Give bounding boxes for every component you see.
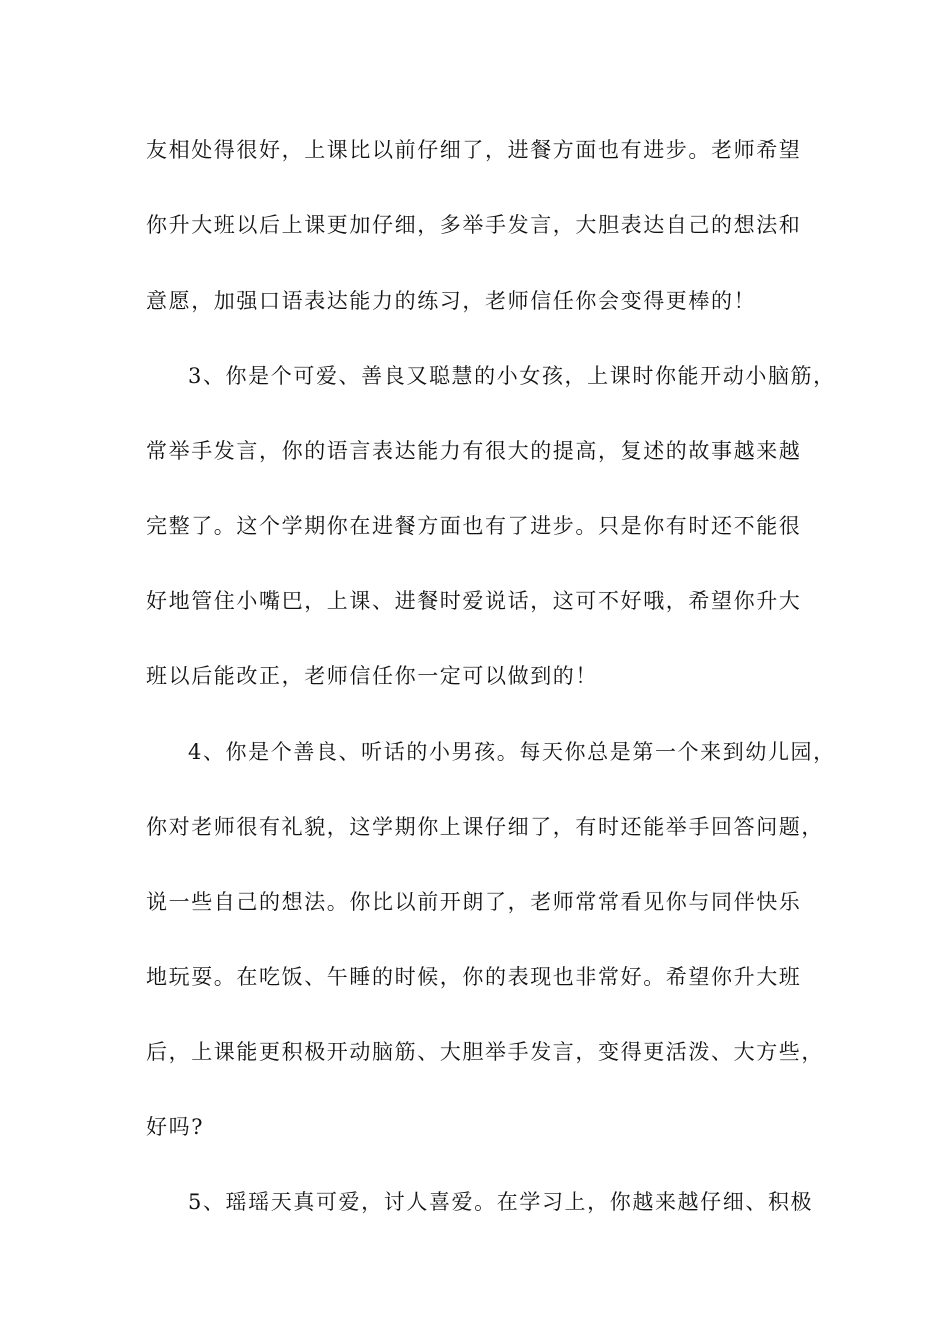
text-line: 好吗? (146, 1115, 205, 1139)
paragraph-3-first-line: 3、你是个可爱、善良又聪慧的小女孩，上课时你能开动小脑筋， (188, 364, 836, 388)
paragraph-4-first-line: 4、你是个善良、听话的小男孩。每天你总是第一个来到幼儿园， (188, 740, 836, 764)
text-line: 说一些自己的想法。你比以前开朗了，老师常常看见你与同伴快乐 (146, 890, 802, 914)
text-line: 后，上课能更积极开动脑筋、大胆举手发言，变得更活泼、大方些， (146, 1040, 824, 1064)
text-line: 你对老师很有礼貌，这学期你上课仔细了，有时还能举手回答问题， (146, 815, 824, 839)
text-line: 友相处得很好，上课比以前仔细了，进餐方面也有进步。老师希望 (146, 138, 802, 162)
text-line: 完整了。这个学期你在进餐方面也有了进步。只是你有时还不能很 (146, 514, 802, 538)
text-line: 地玩耍。在吃饭、午睡的时候，你的表现也非常好。希望你升大班 (146, 965, 802, 989)
text-line: 班以后能改正，老师信任你一定可以做到的！ (146, 664, 598, 688)
text-line: 好地管住小嘴巴，上课、进餐时爱说话，这可不好哦，希望你升大 (146, 589, 802, 613)
paragraph-5-first-line: 5、瑶瑶天真可爱，讨人喜爱。在学习上，你越来越仔细、积极 (188, 1190, 814, 1214)
text-line: 你升大班以后上课更加仔细，多举手发言，大胆表达自己的想法和 (146, 213, 802, 237)
text-line: 意愿，加强口语表达能力的练习，老师信任你会变得更棒的！ (146, 289, 757, 313)
text-line: 常举手发言，你的语言表达能力有很大的提高，复述的故事越来越 (146, 439, 802, 463)
